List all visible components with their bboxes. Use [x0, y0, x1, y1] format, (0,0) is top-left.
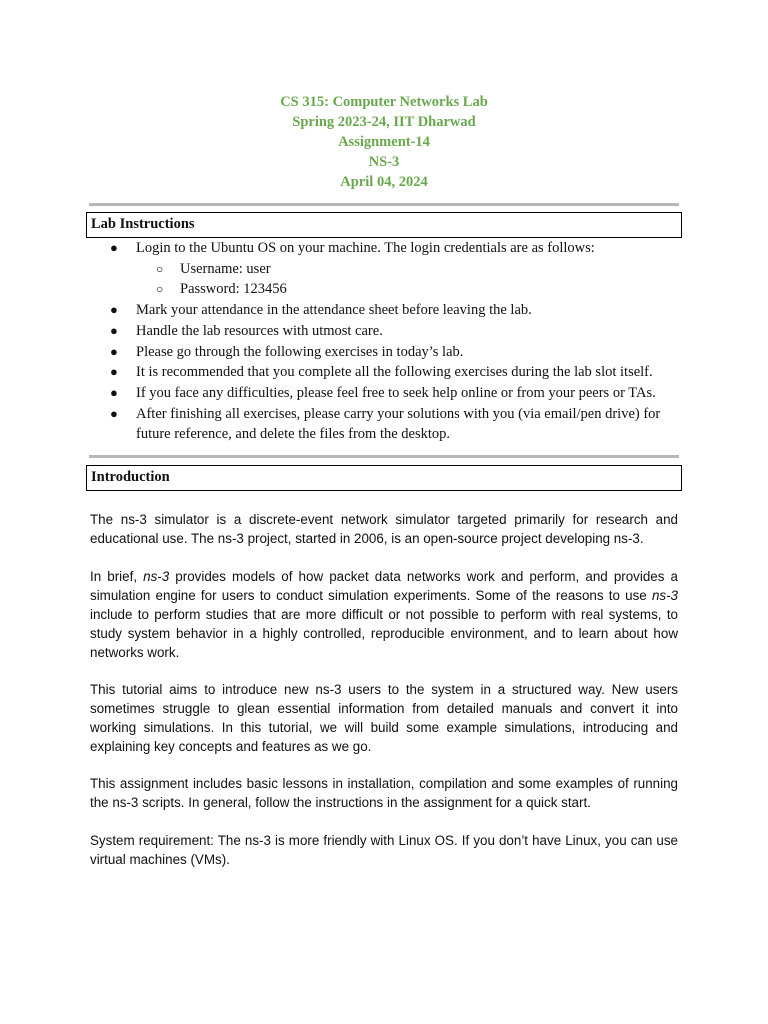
sub-list-item: ○ Username: user: [110, 259, 685, 280]
bullet-icon: ●: [110, 302, 118, 318]
list-item: ● Mark your attendance in the attendance sheet before leaving the lab.: [110, 300, 685, 321]
assignment-date: April 04, 2024: [340, 174, 428, 190]
bullet-icon: ●: [110, 240, 118, 255]
document-header: [0, 92, 768, 192]
bullet-icon: ●: [110, 343, 118, 359]
intro-paragraph-3: This tutorial aims to introduce new ns-3 users to the system in a structured way. New users sometimes struggle to glean essential information from detailed manuals and convert it into working simulations. In this tutorial, we will build some example simulations, introducing and explaining key concepts and features as we go.: [90, 682, 678, 754]
intro-paragraph-1: The ns-3 simulator is a discrete-event network simulator targeted primarily for research and educational use. The ns-3 project, started in 2006, is an open-source project developing ns-3.: [90, 512, 678, 546]
lab-instructions-list: [110, 238, 685, 445]
list-item: ● Login to the Ubuntu OS on your machine. The login credentials are as follows:: [110, 238, 685, 259]
introduction-heading: Introduction: [86, 465, 682, 491]
list-item: ● Please go through the following exercises in today’s lab.: [110, 342, 685, 363]
circle-bullet-icon: ○: [156, 282, 164, 297]
list-item: ● It is recommended that you complete all the following exercises during the lab slot itself.: [110, 362, 685, 383]
assignment-topic: NS-3: [368, 154, 400, 170]
intro-paragraph-2: In brief, ns-3 provides models of how packet data networks work and perform, and provides a simulation engine for users to conduct simulation experiments. Some of the reasons to use ns-3 include to perform studies that are more difficult or not possible to perform with real systems, to study system behavior in a highly controlled, reproducible environment, and to learn about how networks work.: [90, 569, 678, 660]
list-item: ● If you face any difficulties, please feel free to seek help online or from your peers or TAs.: [110, 383, 685, 404]
horizontal-rule: [89, 455, 679, 458]
bullet-icon: ●: [110, 384, 118, 400]
list-item: ● After finishing all exercises, please carry your solutions with you (via email/pen drive) for future reference, and delete the files from the desktop.: [110, 405, 661, 443]
bullet-icon: ●: [110, 322, 118, 338]
term-line: Spring 2023-24, IIT Dharwad: [292, 114, 476, 130]
lab-instructions-heading: Lab Instructions: [86, 212, 682, 238]
course-title: CS 315: Computer Networks Lab: [280, 94, 488, 110]
bullet-icon: ●: [110, 405, 118, 421]
intro-paragraph-4: This assignment includes basic lessons in installation, compilation and some examples of running the ns-3 scripts. In general, follow the instructions in the assignment for a quick start.: [90, 776, 678, 810]
intro-paragraph-5: System requirement: The ns-3 is more friendly with Linux OS. If you don’t have Linux, you can use virtual machines (VMs).: [90, 833, 678, 867]
bullet-icon: ●: [110, 364, 118, 380]
horizontal-rule: [89, 203, 679, 206]
circle-bullet-icon: ○: [156, 261, 164, 276]
assignment-number: Assignment-14: [338, 134, 430, 150]
sub-list-item: ○ Password: 123456: [110, 279, 685, 300]
list-item: ● Handle the lab resources with utmost care.: [110, 321, 685, 342]
